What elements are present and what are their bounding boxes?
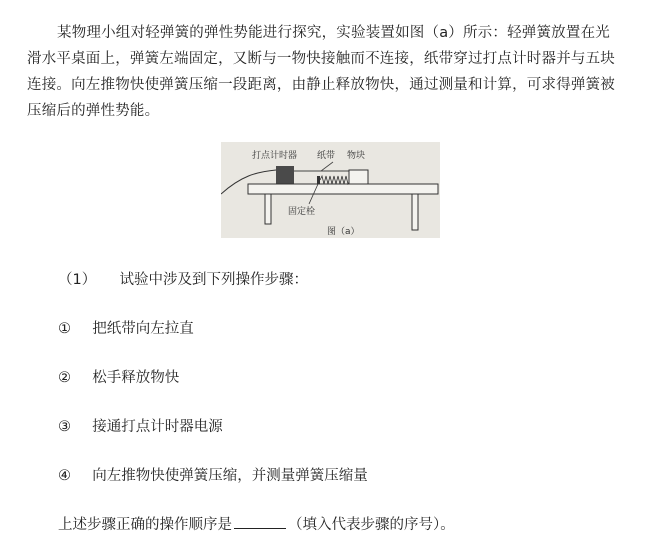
question-number: （1）: [58, 272, 97, 288]
label-tape: 纸带: [317, 151, 336, 161]
intro-paragraph: [27, 20, 639, 124]
intro-line-2: 滑水平桌面上，弹簧左端固定，又断与一物快接触而不连接，纸带穿过打点计时器并与五块: [27, 51, 615, 67]
step-marker: ①: [58, 321, 71, 337]
question-prompt: [58, 268, 308, 289]
step-2: [58, 366, 179, 387]
experiment-figure: [221, 142, 440, 238]
step-4: [58, 464, 368, 485]
label-peg: 固定栓: [288, 207, 316, 217]
step-marker: ④: [58, 468, 71, 484]
timer-block: [276, 166, 294, 184]
figure-caption: 图（a）: [327, 227, 360, 237]
question-text: 试验中涉及到下列操作步骤：: [119, 272, 308, 288]
step-3: [58, 415, 223, 436]
step-text: 松手释放物快: [92, 370, 180, 386]
step-text: 接通打点计时器电源: [92, 419, 223, 435]
answer-suffix: （填入代表步骤的序号）。: [288, 517, 455, 533]
answer-line: [58, 513, 455, 534]
step-text: 向左推物快使弹簧压缩，并测量弹簧压缩量: [92, 468, 368, 484]
label-block: 物块: [347, 151, 366, 161]
answer-blank[interactable]: [234, 514, 286, 529]
answer-prefix: 上述步骤正确的操作顺序是: [58, 517, 232, 533]
step-marker: ③: [58, 419, 71, 435]
intro-line-1: 某物理小组对轻弹簧的弹性势能进行探究，实验装置如图（a）所示：轻弹簧放置在光: [57, 25, 610, 41]
intro-line-3: 连接。向左推物快使弹簧压缩一段距离，由静止释放物快，通过测量和计算，可求得弹簧被: [27, 77, 615, 93]
step-1: [58, 317, 194, 338]
step-text: 把纸带向左拉直: [92, 321, 194, 337]
step-marker: ②: [58, 370, 71, 386]
intro-line-4: 压缩后的弹性势能。: [27, 103, 160, 119]
label-timer: 打点计时器: [252, 151, 298, 161]
